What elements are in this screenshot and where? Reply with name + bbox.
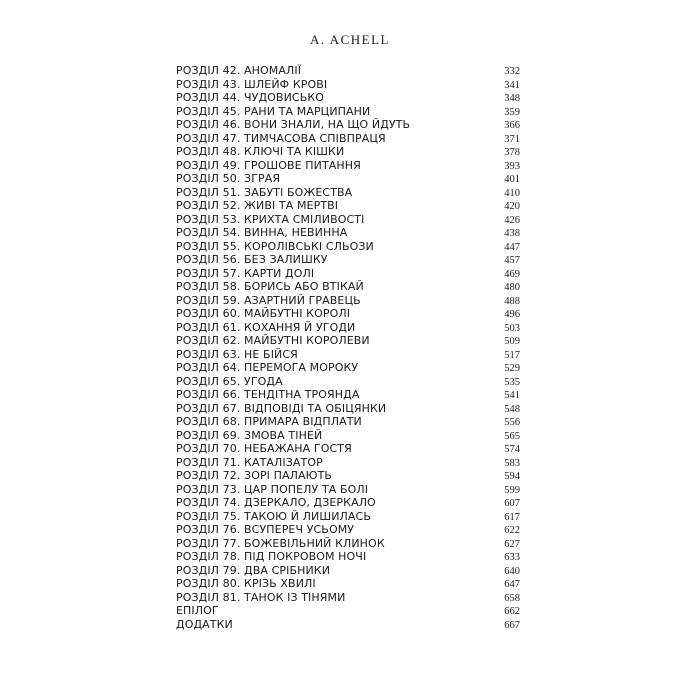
toc-entry-page-number: 640 (504, 565, 520, 577)
toc-entry-page-number: 420 (504, 201, 520, 212)
toc-entry (176, 91, 520, 105)
toc-entry-page-number: 594 (504, 471, 520, 482)
toc-entry-page-number: 371 (504, 133, 520, 145)
toc-entry-title: РОЗДІЛ 73. ЦАР ПОПЕЛУ ТА БОЛІ (176, 482, 369, 496)
toc-entry (176, 186, 520, 200)
toc-entry (176, 267, 520, 281)
toc-entry (176, 307, 520, 321)
toc-entry-page-number: 548 (504, 403, 520, 415)
toc-entry-title: РОЗДІЛ 80. КРІЗЬ ХВИЛІ (176, 577, 316, 590)
toc-entry-page-number: 583 (504, 457, 520, 469)
toc-entry (176, 483, 520, 497)
toc-entry-page-number: 517 (504, 349, 520, 361)
toc-entry-page-number: 607 (504, 498, 520, 509)
toc-entry (176, 550, 520, 564)
toc-entry-title: ДОДАТКИ (176, 617, 233, 631)
toc-entry-title: РОЗДІЛ 77. БОЖЕВІЛЬНИЙ КЛИНОК (176, 536, 385, 550)
toc-entry-title: РОЗДІЛ 65. УГОДА (176, 374, 283, 388)
toc-entry-title: РОЗДІЛ 53. КРИХТА СМІЛИВОСТІ (176, 212, 365, 226)
toc-entry-page-number: 393 (504, 160, 520, 172)
toc-entry (176, 415, 520, 429)
toc-entry (176, 537, 520, 551)
toc-entry-title: РОЗДІЛ 76. ВСУПЕРЕЧ УСЬОМУ (176, 523, 355, 536)
toc-entry-title: РОЗДІЛ 74. ДЗЕРКАЛО, ДЗЕРКАЛО (176, 496, 376, 509)
toc-entry-title: РОЗДІЛ 72. ЗОРІ ПАЛАЮТЬ (176, 469, 333, 482)
toc-entry (176, 78, 520, 92)
toc-entry-title: РОЗДІЛ 50. ЗГРАЯ (176, 172, 281, 185)
toc-entry (176, 591, 520, 605)
toc-entry-page-number: 529 (504, 363, 520, 374)
toc-entry (176, 429, 520, 443)
toc-entry-page-number: 480 (504, 282, 520, 293)
toc-entry-title: РОЗДІЛ 58. БОРИСЬ АБО ВТІКАЙ (176, 280, 364, 293)
toc-entry-page-number: 401 (504, 174, 520, 185)
toc-entry-title: РОЗДІЛ 56. БЕЗ ЗАЛИШКУ (176, 253, 328, 266)
toc-entry-title: РОЗДІЛ 67. ВІДПОВІДІ ТА ОБІЦЯНКИ (176, 401, 387, 415)
toc-entry (176, 213, 520, 227)
toc-entry-page-number: 667 (504, 619, 520, 631)
toc-entry-title: РОЗДІЛ 44. ЧУДОВИСЬКО (176, 91, 325, 104)
running-header: A. ACHELL (310, 32, 390, 47)
toc-entry-page-number: 503 (504, 322, 520, 334)
toc-entry-page-number: 438 (504, 228, 520, 239)
toc-entry-page-number: 496 (504, 309, 520, 320)
toc-entry-title: РОЗДІЛ 59. АЗАРТНИЙ ГРАВЕЦЬ (176, 293, 361, 307)
toc-entry-title: РОЗДІЛ 52. ЖИВІ ТА МЕРТВІ (176, 199, 339, 212)
toc-entry (176, 456, 520, 470)
toc-entry-page-number: 627 (504, 538, 520, 550)
toc-entry-page-number: 556 (504, 417, 520, 428)
toc-entry-page-number: 662 (504, 606, 520, 617)
toc-entry-title: РОЗДІЛ 51. ЗАБУТІ БОЖЕСТВА (176, 185, 353, 199)
toc-entry (176, 469, 520, 483)
toc-entry-title: РОЗДІЛ 47. ТИМЧАСОВА СПІВПРАЦЯ (176, 131, 386, 145)
toc-entry (176, 199, 520, 213)
toc-entry-title: РОЗДІЛ 79. ДВА СРІБНИКИ (176, 563, 331, 577)
toc-entry (176, 375, 520, 389)
toc-entry (176, 442, 520, 456)
toc-entry (176, 132, 520, 146)
toc-entry-title: РОЗДІЛ 49. ГРОШОВЕ ПИТАННЯ (176, 158, 361, 172)
toc-entry-title: РОЗДІЛ 55. КОРОЛІВСЬКІ СЛЬОЗИ (176, 239, 374, 253)
toc-entry (176, 577, 520, 591)
toc-entry (176, 604, 520, 618)
toc-entry-page-number: 359 (504, 106, 520, 118)
toc-entry (176, 348, 520, 362)
toc-entry-page-number: 366 (504, 120, 520, 131)
toc-entry-title: РОЗДІЛ 68. ПРИМАРА ВІДПЛАТИ (176, 415, 362, 428)
toc-entry (176, 253, 520, 267)
toc-entry-page-number: 622 (504, 525, 520, 536)
table-of-contents (176, 64, 520, 631)
toc-entry (176, 172, 520, 186)
toc-entry-title: РОЗДІЛ 64. ПЕРЕМОГА МОРОКУ (176, 361, 359, 374)
toc-entry-title: РОЗДІЛ 61. КОХАННЯ Й УГОДИ (176, 320, 356, 334)
toc-entry-title: РОЗДІЛ 62. МАЙБУТНІ КОРОЛЕВИ (176, 334, 370, 347)
toc-entry (176, 402, 520, 416)
toc-entry-page-number: 541 (504, 390, 520, 401)
toc-entry (176, 294, 520, 308)
toc-entry-title: РОЗДІЛ 48. КЛЮЧІ ТА КІШКИ (176, 145, 345, 158)
toc-entry (176, 64, 520, 78)
toc-entry-page-number: 341 (504, 79, 520, 91)
toc-entry-title: РОЗДІЛ 81. ТАНОК ІЗ ТІНЯМИ (176, 590, 346, 604)
toc-entry (176, 118, 520, 132)
toc-entry (176, 321, 520, 335)
toc-entry-page-number: 488 (504, 295, 520, 307)
toc-entry-page-number: 565 (504, 430, 520, 442)
toc-entry (176, 361, 520, 375)
toc-entry-page-number: 469 (504, 268, 520, 280)
toc-entry-page-number: 633 (504, 552, 520, 563)
toc-entry-page-number: 410 (504, 187, 520, 199)
toc-entry (176, 105, 520, 119)
toc-entry-title: РОЗДІЛ 71. КАТАЛІЗАТОР (176, 455, 323, 469)
toc-entry-title: РОЗДІЛ 43. ШЛЕЙФ КРОВІ (176, 77, 328, 91)
toc-entry (176, 510, 520, 524)
toc-entry-title: РОЗДІЛ 60. МАЙБУТНІ КОРОЛІ (176, 307, 351, 320)
toc-entry (176, 334, 520, 348)
toc-entry (176, 226, 520, 240)
toc-entry-title: РОЗДІЛ 66. ТЕНДІТНА ТРОЯНДА (176, 388, 360, 401)
toc-entry-page-number: 658 (504, 592, 520, 604)
toc-entry-title: РОЗДІЛ 54. ВИННА, НЕВИННА (176, 226, 348, 239)
toc-entry-page-number: 348 (504, 93, 520, 104)
toc-entry-title: РОЗДІЛ 75. ТАКОЮ Й ЛИШИЛАСЬ (176, 509, 371, 523)
toc-entry-page-number: 509 (504, 336, 520, 347)
toc-entry-title: ЕПІЛОГ (176, 604, 219, 617)
toc-entry (176, 280, 520, 294)
toc-entry-title: РОЗДІЛ 45. РАНИ ТА МАРЦИПАНИ (176, 104, 371, 118)
toc-entry-title: РОЗДІЛ 63. НЕ БІЙСЯ (176, 347, 298, 361)
toc-entry-page-number: 599 (504, 484, 520, 496)
toc-entry-page-number: 447 (504, 241, 520, 253)
toc-entry (176, 618, 520, 632)
toc-entry-title: РОЗДІЛ 46. ВОНИ ЗНАЛИ, НА ЩО ЙДУТЬ (176, 118, 411, 131)
toc-entry-title: РОЗДІЛ 70. НЕБАЖАНА ГОСТЯ (176, 442, 352, 455)
toc-entry-title: РОЗДІЛ 57. КАРТИ ДОЛІ (176, 266, 315, 280)
toc-entry-page-number: 535 (504, 376, 520, 388)
toc-entry (176, 145, 520, 159)
toc-entry (176, 240, 520, 254)
toc-entry-page-number: 647 (504, 579, 520, 590)
toc-entry-title: РОЗДІЛ 69. ЗМОВА ТІНЕЙ (176, 428, 323, 442)
toc-entry-page-number: 378 (504, 147, 520, 158)
toc-entry-title: РОЗДІЛ 78. ПІД ПОКРОВОМ НОЧІ (176, 550, 367, 563)
toc-entry-title: РОЗДІЛ 42. АНОМАЛІЇ (176, 64, 302, 77)
toc-entry (176, 159, 520, 173)
toc-entry-page-number: 457 (504, 255, 520, 266)
toc-entry-page-number: 426 (504, 214, 520, 226)
toc-entry-page-number: 617 (504, 511, 520, 523)
toc-entry (176, 496, 520, 510)
toc-entry-page-number: 574 (504, 444, 520, 455)
toc-entry (176, 564, 520, 578)
toc-entry (176, 388, 520, 402)
toc-entry (176, 523, 520, 537)
toc-entry-page-number: 332 (504, 66, 520, 77)
